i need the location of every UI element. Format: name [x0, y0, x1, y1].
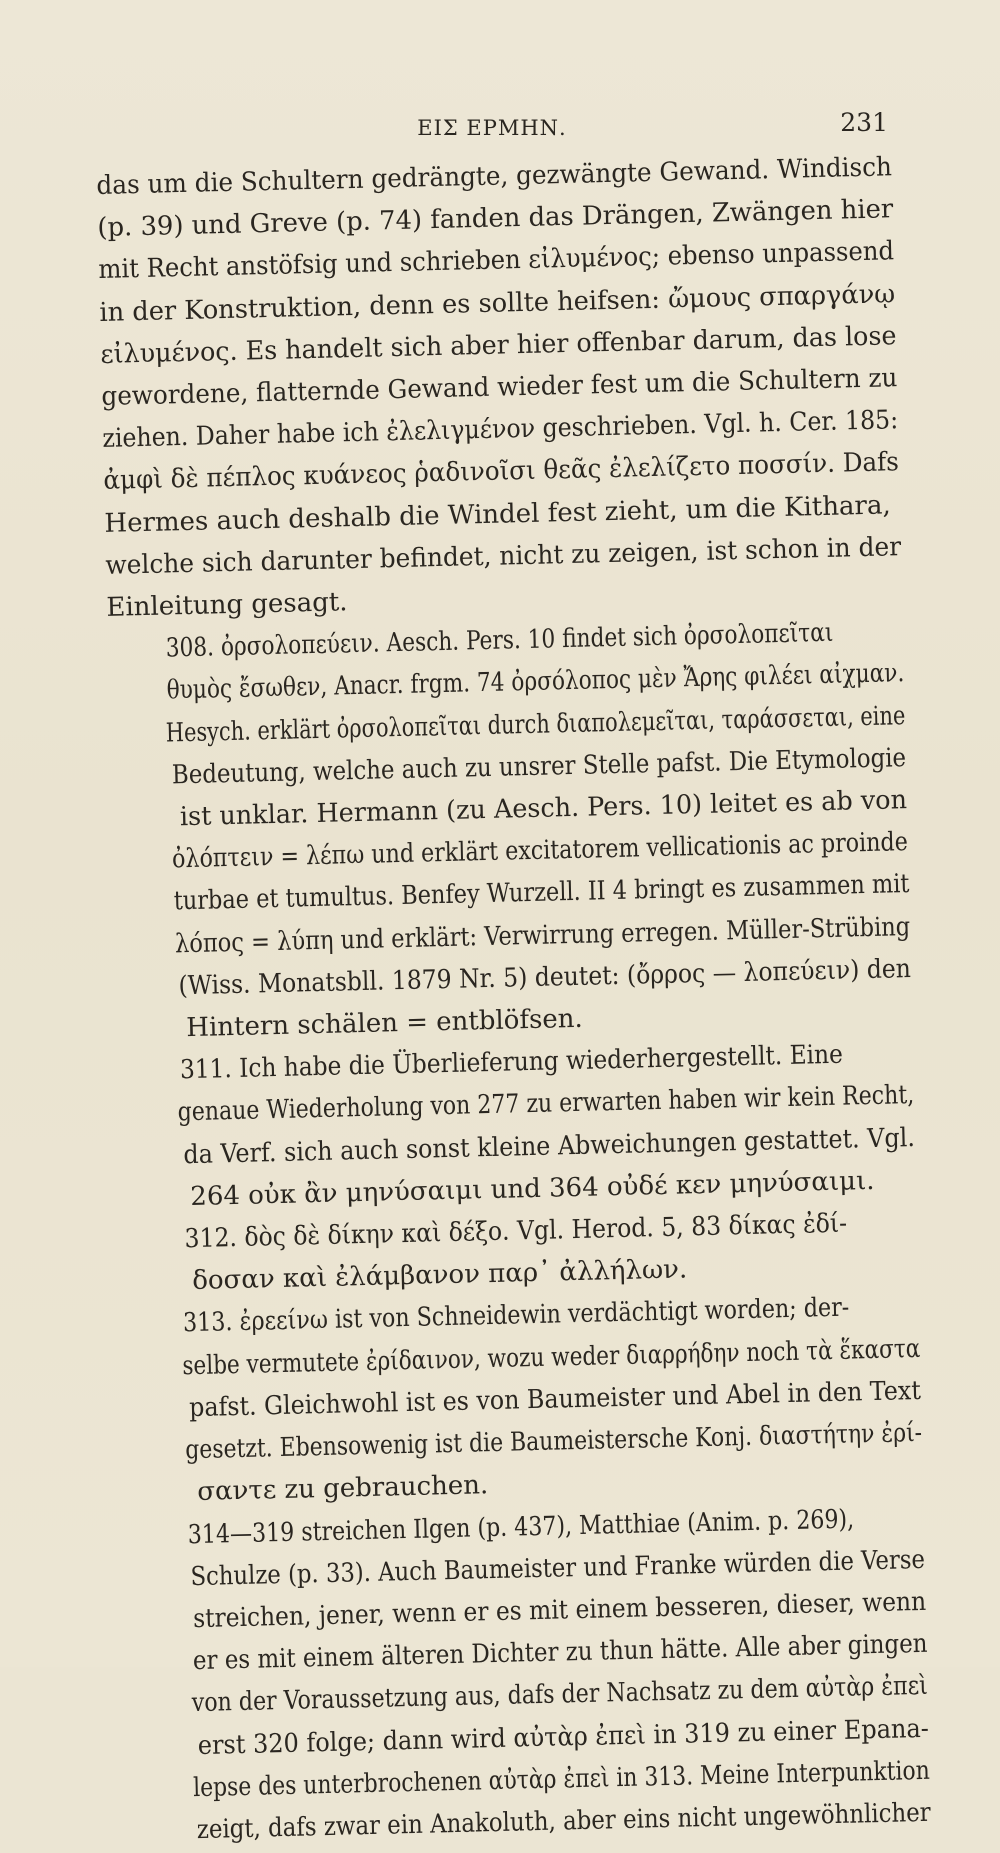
text-line: er es mit einem älteren Dichter zu thun hätte. Alle aber gingen — [192, 1628, 928, 1677]
commentary-paragraph — [128, 1496, 932, 1852]
text-line: σαντε zu gebrauchen. — [196, 1470, 489, 1508]
text-line: Schulze (p. 33). Auch Baumeister und Franke würden die Verse — [190, 1544, 926, 1592]
commentary-paragraph — [123, 1285, 924, 1515]
running-title: ΕΙΣ ΕΡΜΗΝ. — [417, 116, 567, 140]
text-line: pafst. Gleichwohl ist es von Baumeister und Abel in den Text — [188, 1375, 922, 1424]
text-line: (p. 39) und Greve (p. 74) fanden das Drängen, Zwängen hier — [97, 194, 894, 244]
text-line: Bedeutung, welche auch zu unsrer Stelle pafst. Die Etymologie — [171, 742, 907, 791]
body-text — [96, 146, 932, 1852]
text-line: lepse des unterbrochenen αὐτὰρ ἐπεὶ in 313. Meine Interpunktion — [192, 1755, 931, 1803]
text-line: turbae et tumultus. Benfey Wurzell. II 4 bringt es zusammen mit — [173, 869, 910, 917]
text-line: mit Recht anstöfsig und schrieben εἰλυμένος; ebenso unpassend — [98, 236, 895, 286]
text-line: das um die Schultern gedrängte, gezwängte Gewand. Windisch — [96, 152, 893, 201]
text-line: ὀλόπτειν = λέπω und erklärt excitatorem vellicationis ac proinde — [171, 827, 909, 875]
page-header — [92, 108, 892, 148]
text-line: θυμὸς ἔσωθεν, Anacr. frgm. 74 ὀρσόλοπος μὲν Ἄρης φιλέει αἰχμαν. — [166, 658, 905, 706]
text-line: δοσαν καὶ ἐλάμβανον παρ᾽ ἀλλήλων. — [191, 1254, 688, 1297]
commentary-paragraph — [107, 610, 913, 1051]
text-line: in der Konstruktion, denn es sollte heifsen: ὤμους σπαργάνῳ — [99, 278, 896, 328]
commentary-paragraph — [96, 146, 903, 629]
text-line: 313. ἐρεείνω ist von Schneidewin verdächtigt worden; der- — [182, 1293, 850, 1339]
text-line: Hermes auch deshalb die Windel fest zieht, um die Kithara, — [104, 490, 892, 539]
text-line: von der Voraussetzung aus, dafs der Nachsatz zu dem αὐτὰρ ἐπεὶ — [191, 1671, 929, 1719]
text-line: 308. ὀρσολοπεύειν. Aesch. Pers. 10 findet sich ὀρσολοπεῖται — [165, 617, 834, 664]
text-line: gewordene, flatternde Gewand wieder fest um die Schultern zu — [101, 363, 898, 412]
text-line: streichen, jener, wenn er es mit einem besseren, dieser, wenn — [192, 1586, 927, 1635]
text-line: εἰλυμένος. Es handelt sich aber hier offenbar darum, das lose — [100, 321, 897, 370]
text-line: Hesych. erklärt ὀρσολοπεῖται durch διαπολεμεῖται, ταράσσεται, eine — [165, 700, 906, 749]
text-line: 311. Ich habe die Überlieferung wiederhergestellt. Eine — [179, 1039, 844, 1086]
text-line: zeigt, dafs zwar ein Anakoluth, aber eins nicht ungewöhnlicher — [196, 1797, 932, 1846]
page-number: 231 — [840, 108, 888, 137]
text-line: Hintern schälen = entblöfsen. — [186, 1003, 584, 1044]
text-line: ist unklar. Hermann (zu Aesch. Pers. 10) leitet es ab von — [179, 785, 908, 833]
text-line: λόπος = λύπη und erklärt: Verwirrung erregen. Müller-Strübing — [174, 911, 911, 960]
text-line: (Wiss. Monatsbll. 1879 Nr. 5) deutet: (ὄρρος — λοπεύειν) den — [178, 953, 912, 1002]
text-line: da Verf. sich auch sonst kleine Abweichungen gestattet. Vgl. — [183, 1122, 916, 1170]
text-line: gesetzt. Ebensowenig ist die Baumeistersche Konj. διαστήτην ἐρί- — [184, 1417, 923, 1466]
text-line: erst 320 folge; dann wird αὐτὰρ ἐπεὶ in 319 zu einer Epana- — [197, 1713, 930, 1761]
text-line: 314—319 streichen Ilgen (p. 437), Matthiae (Anim. p. 269), — [187, 1504, 855, 1550]
text-line: 264 οὐκ ἂν μηνύσαιμι und 364 οὐδέ κεν μηνύσαιμι. — [189, 1165, 875, 1212]
text-line: Einleitung gesagt. — [106, 587, 348, 623]
text-line: selbe vermutete ἐρίδαινον, wozu weder διαρρήδην noch τὰ ἕκαστα — [182, 1333, 921, 1381]
text-line: 312. δὸς δὲ δίκην καὶ δέξο. Vgl. Herod. 5, 83 δίκας ἐδί- — [184, 1208, 848, 1255]
text-line: ἀμφὶ δὲ πέπλος κυάνεος ῥαδινοῖσι θεᾶς ἐλελίζετο ποσσίν. Dafs — [103, 447, 900, 497]
text-line: welche sich darunter befindet, nicht zu zeigen, ist schon in der — [105, 531, 902, 581]
text-line: ziehen. Daher habe ich ἐλελιγμένον geschrieben. Vgl. h. Cer. 185: — [102, 405, 899, 455]
text-line: genaue Wiederholung von 277 zu erwarten haben wir kein Recht, — [177, 1080, 915, 1128]
commentary-paragraph — [117, 1032, 917, 1220]
